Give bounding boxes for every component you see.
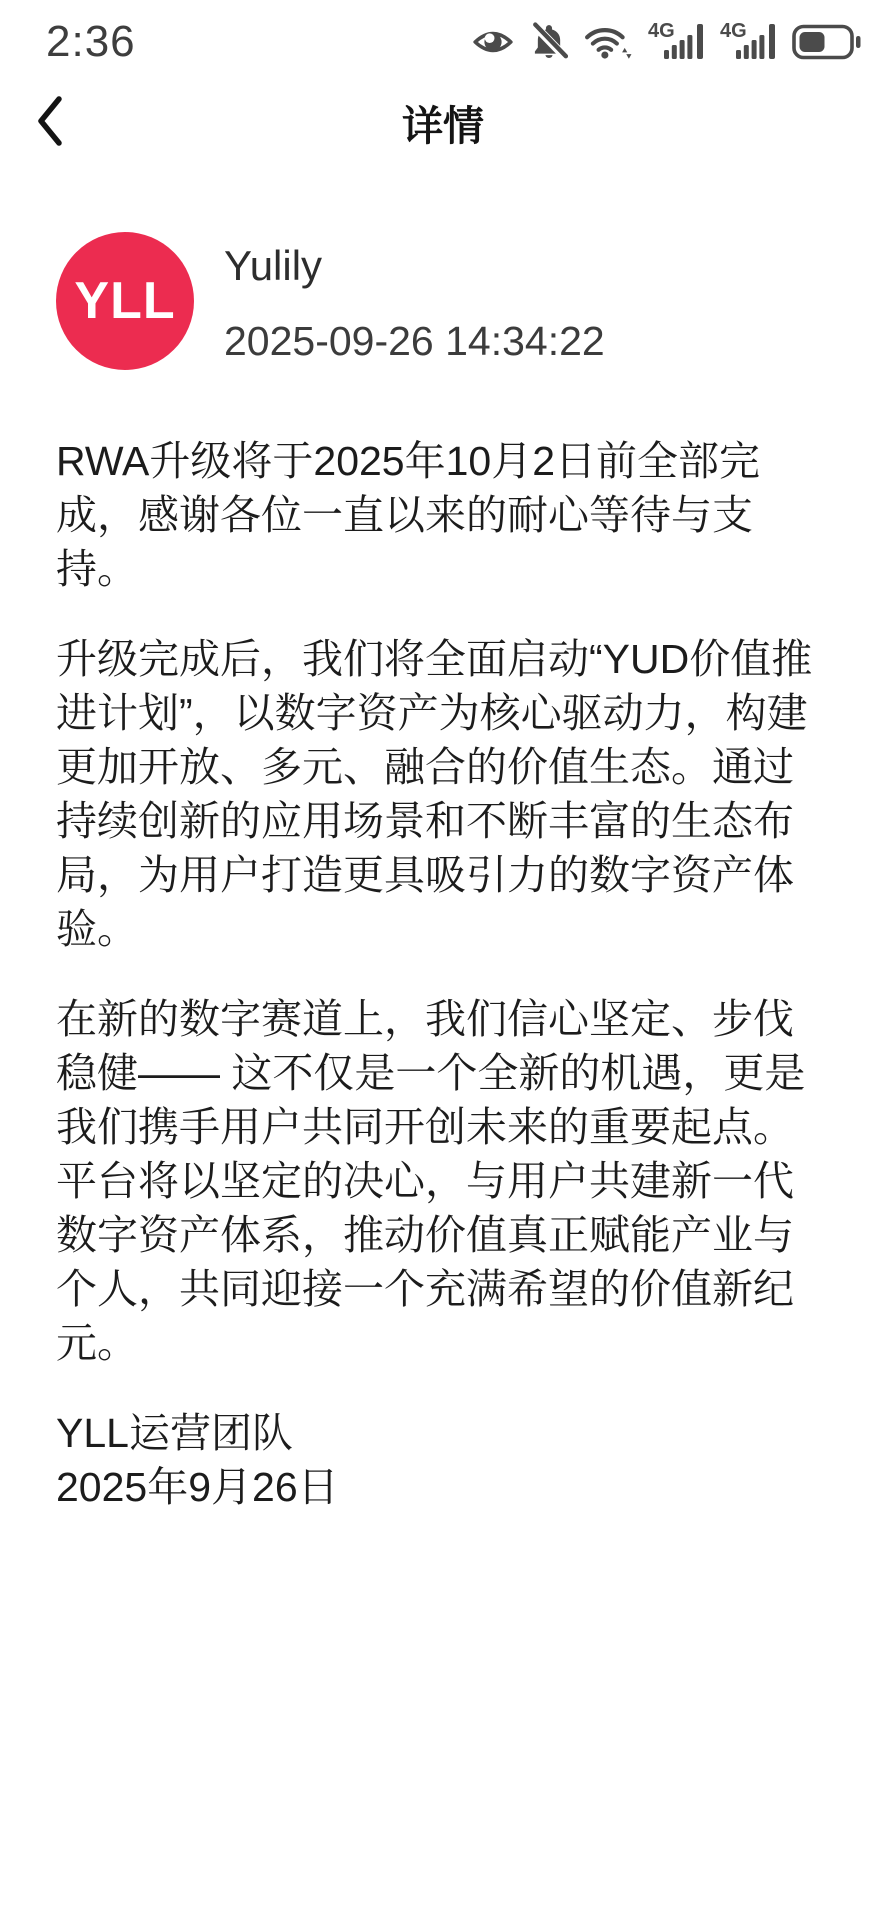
sim1-network-label: 4G <box>648 20 675 42</box>
chevron-left-icon <box>35 95 65 150</box>
message-paragraph: RWA升级将于2025年10月2日前全部完成，感谢各位一直以来的耐心等待与支持。 <box>56 438 761 592</box>
message-paragraph: 在新的数字赛道上，我们信心坚定、步伐稳健—— 这不仅是一个全新的机遇，更是我们携手用户共同开创未来的重要起点。平台将以坚定的决心，与用户共建新一代数字资产体系，推动价值真正赋能产业与个人，共同迎接一个充满希望的价值新纪元。 <box>56 996 806 1366</box>
eye-comfort-icon <box>472 25 514 59</box>
page-title: 详情 <box>402 102 484 149</box>
nav-bar <box>0 70 886 174</box>
sim2-network-label: 4G <box>720 20 747 42</box>
avatar: YLL <box>56 232 194 370</box>
battery-icon <box>792 24 862 60</box>
message-header <box>56 232 834 370</box>
signature-date: 2025年9月26日 <box>56 1464 339 1510</box>
message-paragraph: 升级完成后，我们将全面启动“YUD价值推进计划”，以数字资产为核心驱动力，构建更加开放、多元、融合的价值生态。通过持续创新的应用场景和不断丰富的生态布局，为用户打造更具吸引力的数字资产体验。 <box>56 636 813 952</box>
mute-bell-icon <box>530 22 568 62</box>
wifi-icon <box>584 24 632 60</box>
message-body <box>56 434 834 1514</box>
message-detail <box>0 232 886 1514</box>
status-bar <box>0 0 886 70</box>
message-timestamp: 2025-09-26 14:34:22 <box>224 318 605 364</box>
message-header-text <box>224 232 605 365</box>
sender-name: Yulily <box>224 242 323 289</box>
clock-time: 2:36 <box>46 17 136 66</box>
status-icons <box>472 21 862 63</box>
back-button[interactable] <box>26 92 74 152</box>
signature-team: YLL运营团队 <box>56 1410 293 1456</box>
message-signature <box>56 1406 834 1514</box>
cellular-signal-sim1-icon <box>648 21 704 63</box>
cellular-signal-sim2-icon <box>720 21 776 63</box>
